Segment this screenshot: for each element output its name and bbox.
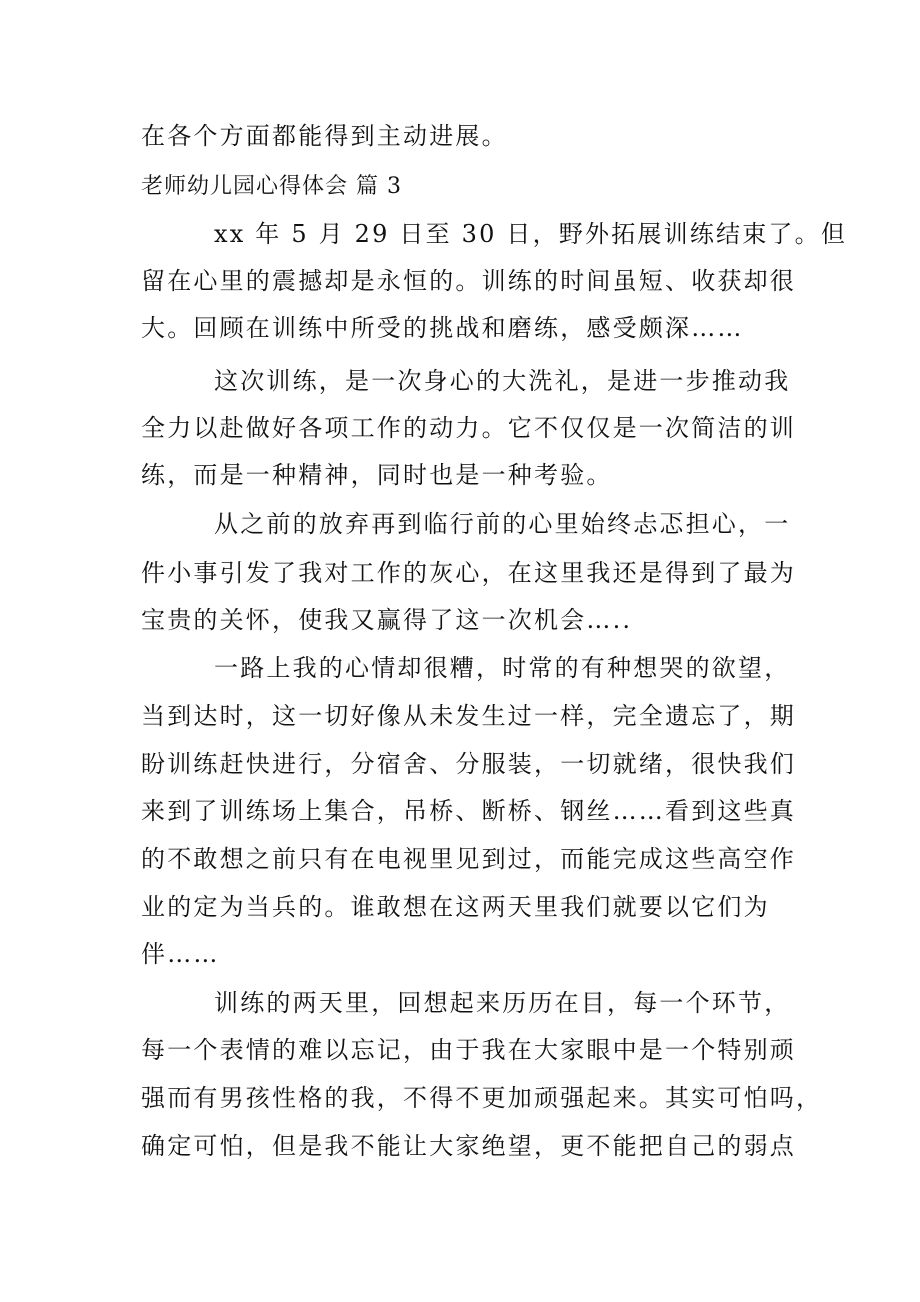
text-line: 在各个方面都能得到主动进展。 xyxy=(141,122,508,150)
text-line: 每一个表情的难以忘记，由于我在大家眼中是一个特别顽 xyxy=(141,1036,796,1064)
text-line: 练，而是一种精神，同时也是一种考验。 xyxy=(141,461,613,489)
text-line: 大。回顾在训练中所受的挑战和磨练，感受颇深…… xyxy=(141,314,744,342)
text-line: 这次训练，是一次身心的大洗礼，是进一步推动我 xyxy=(214,367,791,395)
text-line: 的不敢想之前只有在电视里见到过，而能完成这些高空作 xyxy=(141,845,796,873)
text-line: 留在心里的震撼却是永恒的。训练的时间虽短、收获却很 xyxy=(141,267,796,295)
text-line: 训练的两天里，回想起来历历在目，每一个环节， xyxy=(214,989,791,1017)
text-line: 来到了训练场上集合，吊桥、断桥、钢丝……看到这些真 xyxy=(141,797,796,825)
text-line: 件小事引发了我对工作的灰心，在这里我还是得到了最为 xyxy=(141,559,796,587)
text-line: 当到达时，这一切好像从未发生过一样，完全遗忘了，期 xyxy=(141,702,796,730)
text-line: 全力以赴做好各项工作的动力。它不仅仅是一次简洁的训 xyxy=(141,414,796,442)
text-line: 强而有男孩性格的我，不得不更加顽强起来。其实可怕吗， xyxy=(141,1084,823,1112)
text-line: 宝贵的关怀，使我又赢得了这一次机会….. xyxy=(141,606,633,634)
text-line: 确定可怕，但是我不能让大家绝望，更不能把自己的弱点 xyxy=(141,1132,796,1160)
text-line: 一路上我的心情却很糟，时常的有种想哭的欲望， xyxy=(214,654,791,682)
text-line: 盼训练赶快进行，分宿舍、分服装，一切就绪，很快我们 xyxy=(141,750,796,778)
text-line: 伴…… xyxy=(141,940,220,968)
section-heading: 老师幼儿园心得体会 篇 3 xyxy=(141,174,402,199)
text-line: 从之前的放弃再到临行前的心里始终忐忑担心，一 xyxy=(214,510,791,538)
text-line: xx 年 5 月 29 日至 30 日，野外拓展训练结束了。但 xyxy=(214,220,848,248)
text-line: 业的定为当兵的。谁敢想在这两天里我们就要以它们为 xyxy=(141,893,770,921)
